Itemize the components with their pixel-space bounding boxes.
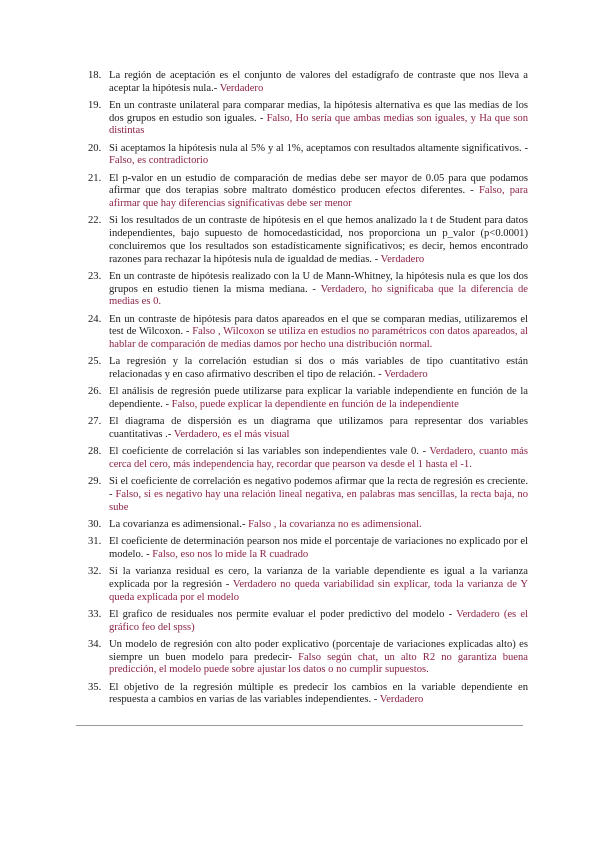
list-item [88,314,528,352]
item-statement: El coeficiente de correlación si las variables son independientes vale 0. - [109,446,427,458]
item-statement: En un contraste de hipótesis realizado con la U de Mann-Whitney, la hipótesis nula es que los dos grupos en estudio tienen la misma mediana. - [109,270,528,295]
list-item [88,386,528,411]
item-number: 18. [88,70,102,81]
item-statement: En un contraste de hipótesis para datos apareados en el que se comparan medias, utilizaremos el test de Wilcoxon. - [109,313,528,338]
item-number: 25. [88,356,102,368]
list-item [88,143,528,168]
item-answer: Verdadero [219,82,264,94]
item-statement: El objetivo de la regresión múltiple es predecir los cambios en la variable dependiente en respuesta a cambios en varias de las variables independientes. - [109,681,528,706]
item-answer: Verdadero, ho significaba que la diferencia de medias es 0. [109,283,528,308]
item-answer: Verdadero [384,368,428,380]
item-number: 29. [88,476,102,488]
list-item [88,476,528,514]
list-item [88,536,528,561]
item-statement: Si la varianza residual es cero, la varianza de la variable dependiente es igual a la varianza explicada por la regresión - [109,566,528,590]
item-answer: Falso , Wilcoxon se utiliza en estudios no paramétricos con datos apareados, al hablar de comparación de medias damos por hecho una distribución normal. [109,326,529,350]
item-number: 20. [88,142,102,154]
item-answer: Verdadero no queda variabilidad sin explicar, toda la varianza de Y queda explicada por el modelo [109,578,529,603]
item-statement: En un contraste unilateral para comparar medias, la hipótesis alternativa es que las medias de los dos grupos en estudio son iguales. - [109,100,528,124]
item-statement: La regresión y la correlación estudian si dos o más variables de tipo cuantitativo están relacionadas y en caso afirmativo describen el tipo de relación. - [109,356,528,380]
item-statement: El grafico de residuales nos permite evaluar el poder predictivo del modelo - [109,608,453,620]
item-number: 28. [88,446,102,458]
item-answer: Falso, si es negativo hay una relación lineal negativa, en palabras mas sencillas, la recta baja, no sube [109,488,528,513]
item-answer: Falso, puede explicar la dependiente en función de la independiente [171,398,459,410]
list-item [88,519,528,532]
item-answer: Falso según chat, un alto R2 no garantiza buena predicción, el modelo puede sobre ajustar los datos o no cumplir supuestos. [109,651,529,676]
item-number: 35. [88,681,102,693]
item-answer: Falso , la covarianza no es adimensional. [248,518,422,530]
item-answer: Falso, eso nos lo mide la R cuadrado [152,548,309,560]
item-answer: Verdadero [380,253,425,265]
item-statement: Un modelo de regresión con alto poder explicativo (porcentaje de variaciones explicadas alto) es siempre un buen modelo para predecir- [109,638,528,663]
item-answer: Falso, es contradictorio [109,155,209,167]
item-number: 30. [88,518,102,530]
list-item [88,639,528,677]
item-number: 26. [88,386,102,398]
item-statement: La covarianza es adimensional.- [109,518,246,530]
item-answer: Falso, para afirmar que hay diferencias significativas debe ser menor [109,185,528,210]
item-number: 22. [88,215,102,227]
list-item [88,173,528,211]
list-item [88,70,528,95]
item-number: 33. [88,608,102,620]
item-number: 24. [88,313,102,325]
item-number: 27. [88,416,102,428]
item-number: 21. [88,172,102,184]
item-number: 32. [88,566,102,578]
item-statement: La región de aceptación es el conjunto de valores del estadígrafo de contraste que nos lleva a aceptar la hipótesis nula.- [109,70,528,94]
list-item [88,566,528,604]
item-answer: Verdadero, cuanto más cerca del cero, más independencia hay, recordar que pearson va desde el 1 hasta el -1. [109,446,528,470]
item-answer: Verdadero [379,694,424,706]
list-item [88,416,528,441]
question-list [88,70,528,712]
item-statement: Si el coeficiente de correlación es negativo podemos afirmar que la recta de regresión es creciente. - [109,476,528,500]
item-number: 31. [88,536,102,548]
list-item [88,609,528,634]
item-answer: Verdadero (es el gráfico feo del spss) [109,608,528,633]
list-item [88,446,528,471]
item-statement: El análisis de regresión puede utilizarse para explicar la variable independiente en función de la dependiente. - [109,386,528,410]
item-statement: El diagrama de dispersión es un diagrama que utilizamos para representar dos variables cuantitativas .- [109,416,528,440]
item-statement: El p-valor en un estudio de comparación de medias debe ser mayor de 0.05 para que podamos afirmar que dos terapias sobre maltrato doméstico producen efectos diferentes. - [109,172,528,197]
list-item [88,682,528,707]
item-number: 34. [88,638,102,650]
item-number: 19. [88,100,102,111]
item-statement: Si los resultados de un contraste de hipótesis en el que hemos analizado la t de Student para datos independientes, bajo supuesto de homocedasticidad, nos proporciona un p_valor (p<0.0001) concluiremos que los resultados son estadísticamente significativos; es decir, hemos encontrado razones para rechazar la hipótesis nula de igualdad de medias. - [109,215,528,265]
item-statement: Si aceptamos la hipótesis nula al 5% y al 1%, aceptamos con resultados altamente significativos. - [109,142,528,154]
item-answer: Verdadero, es el más visual [173,428,290,440]
item-statement: El coeficiente de determinación pearson nos mide el porcentaje de variaciones no explicado por el modelo. - [109,536,528,560]
list-item [88,215,528,266]
item-number: 23. [88,270,102,282]
list-item [88,100,528,138]
item-answer: Falso, Ho sería que ambas medias son iguales, y Ha que son distintas [109,112,529,137]
list-item [88,356,528,381]
footer-divider [76,725,523,726]
list-item [88,271,528,309]
